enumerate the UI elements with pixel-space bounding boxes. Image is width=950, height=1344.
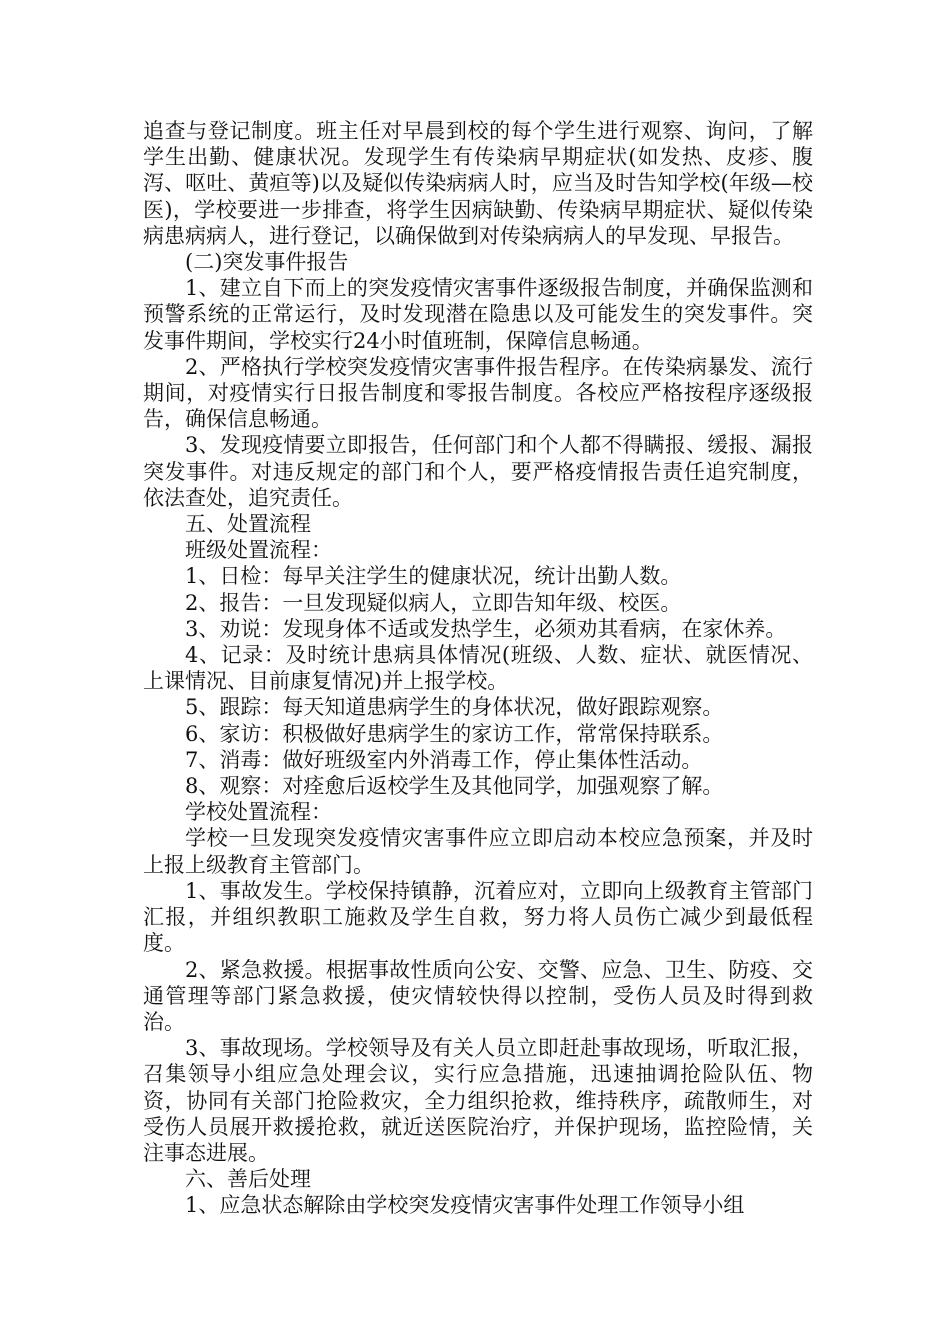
school-step-3: 3、事故现场。学校领导及有关人员立即赶赴事故现场，听取汇报，召集领导小组应急处理会议，实行应急措施，迅速抽调抢险队伍、物资，协同有关部门抢险救灾，全力组织抢救，维持秩序，疏散师生，对受伤人员展开救援抢救，就近送医院治疗，并保护现场，监控险情，关注事态进展。 [143,1036,813,1165]
school-process-intro: 学校一旦发现突发疫情灾害事件应立即启动本校应急预案，并及时上报上级教育主管部门。 [143,826,813,877]
class-step-1: 1、日检：每早关注学生的健康状况，统计出勤人数。 [185,564,682,589]
school-step-1: 1、事故发生。学校保持镇静，沉着应对，立即向上级教育主管部门汇报，并组织教职工施救及学生自救，努力将人员伤亡减少到最低程度。 [143,878,813,956]
class-step-5: 5、跟踪：每天知道患病学生的身体状况，做好跟踪观察。 [185,695,724,720]
paragraph-report-2: 2、严格执行学校突发疫情灾害事件报告程序。在传染病暴发、流行期间，对疫情实行日报告制度和零报告制度。各校应严格按程序逐级报告，确保信息畅通。 [143,354,813,432]
class-step-8: 8、观察：对痊愈后返校学生及其他同学，加强观察了解。 [185,774,724,799]
class-step-4: 4、记录：及时统计患病具体情况(班级、人数、症状、就医情况、上课情况、目前康复情况)并上报学校。 [143,643,813,694]
document-page [143,118,813,1219]
paragraph-report-3: 3、发现疫情要立即报告，任何部门和个人都不得瞒报、缓报、漏报突发事件。对违反规定的部门和个人，要严格疫情报告责任追究制度，依法查处，追究责任。 [143,433,813,510]
school-step-2: 2、紧急救援。根据事故性质向公安、交警、应急、卫生、防疫、交通管理等部门紧急救援，使灾情较快得以控制，受伤人员及时得到救治。 [143,957,813,1034]
section-heading-emergency-report: (二)突发事件报告 [185,250,349,275]
aftermath-step-1: 1、应急状态解除由学校突发疫情灾害事件处理工作领导小组 [185,1193,745,1218]
paragraph-1: 追查与登记制度。班主任对早晨到校的每个学生进行观察、询问，了解学生出勤、健康状况。发现学生有传染病早期症状(如发热、皮疹、腹泻、呕吐、黄疸等)以及疑似传染病病人时，应当及时告知学校(年级—校医)，学校要进一步排查，将学生因病缺勤、传染病早期症状、疑似传染病患病病人，进行登记，以确保做到对传染病病人的早发现、早报告。 [143,119,813,248]
paragraph-report-1: 1、建立自下而上的突发疫情灾害事件逐级报告制度，并确保监测和预警系统的正常运行，及时发现潜在隐患以及可能发生的突发事件。突发事件期间，学校实行24小时值班制，保障信息畅通。 [143,276,813,353]
class-step-3: 3、劝说：发现身体不适或发热学生，必须劝其看病，在家休养。 [185,616,787,641]
subheading-class-process: 班级处置流程： [185,538,332,563]
subheading-school-process: 学校处置流程： [185,800,332,825]
section-heading-process: 五、处置流程 [185,512,311,537]
class-step-2: 2、报告：一旦发现疑似病人，立即告知年级、校医。 [185,590,682,615]
class-step-7: 7、消毒：做好班级室内外消毒工作，停止集体性活动。 [185,747,703,772]
class-step-6: 6、家访：积极做好患病学生的家访工作，常常保持联系。 [185,721,724,746]
section-heading-aftermath: 六、善后处理 [185,1167,311,1192]
